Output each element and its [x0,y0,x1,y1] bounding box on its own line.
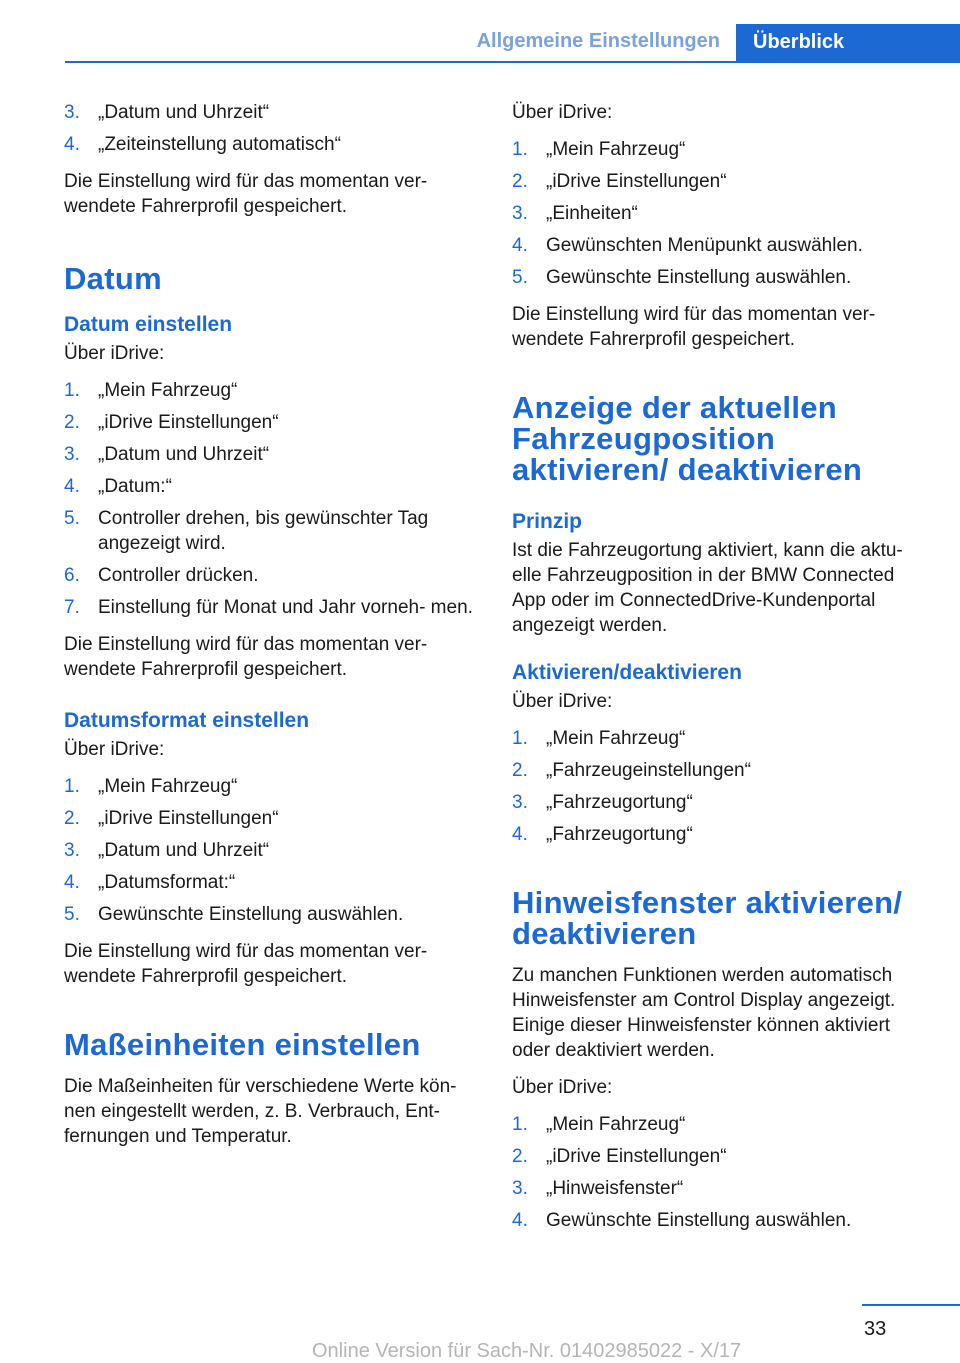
step-number: 2. [512,760,528,781]
step-text: „Datum und Uhrzeit“ [98,444,270,465]
list-item [64,838,476,863]
list-item [64,378,476,403]
step-text: Gewünschten Menüpunkt auswählen. [546,235,863,256]
list-item [64,563,476,588]
paragraph: Über iDrive: [64,739,165,760]
step-text: „iDrive Einstellungen“ [98,808,279,829]
step-text: Controller drücken. [98,565,259,586]
step-text: „Hinweisfenster“ [546,1178,684,1199]
step-number: 4. [64,872,80,893]
step-number: 3. [64,840,80,861]
paragraph: Die Maßeinheiten für verschiedene Werte kön‐ nen eingestellt werden, z. B. Verbrauch, Ent‐ fernungen und Temperatur. [64,1076,457,1147]
step-number: 4. [512,235,528,256]
list-item [64,902,476,927]
list-item [512,201,924,226]
step-number: 7. [64,597,80,618]
heading-datumsformat: Datumsformat einstellen [64,709,310,732]
paragraph: Über iDrive: [512,1077,613,1098]
heading-aktivieren: Aktivieren/deaktivieren [512,661,742,684]
step-number: 5. [512,267,528,288]
step-text: „iDrive Einstellungen“ [546,171,727,192]
list-item [64,442,476,467]
list-item [512,726,924,751]
list-item [64,100,476,125]
step-text: „Datum:“ [98,476,172,497]
list-item [512,169,924,194]
list-item [64,870,476,895]
step-text: Einstellung für Monat und Jahr vorneh‐ men. [98,597,473,618]
step-number: 5. [64,904,80,925]
step-text: „Einheiten“ [546,203,638,224]
step-number: 1. [512,139,528,160]
list-item [512,233,924,258]
list-item [512,822,924,847]
step-text: „Datumsformat:“ [98,872,236,893]
paragraph: Die Einstellung wird für das momentan ver‐ wendete Fahrerprofil gespeichert. [64,634,428,680]
heading-datum: Datum [64,261,162,296]
step-text: „Fahrzeugeinstellungen“ [546,760,751,781]
list-item [64,410,476,435]
step-text: Gewünschte Einstellung auswählen. [546,267,852,288]
step-number: 1. [64,380,80,401]
step-text: „Zeiteinstellung automatisch“ [98,134,341,155]
step-number: 3. [64,102,80,123]
list-item [512,1112,924,1137]
step-number: 2. [512,171,528,192]
paragraph: Die Einstellung wird für das momentan ver‐ wendete Fahrerprofil gespeichert. [64,941,428,987]
step-text: Gewünschte Einstellung auswählen. [98,904,404,925]
paragraph: Über iDrive: [512,691,613,712]
step-text: „Fahrzeugortung“ [546,792,693,813]
step-text: „Datum und Uhrzeit“ [98,102,270,123]
step-number: 4. [64,476,80,497]
left-column [64,100,476,1161]
list-item [64,506,476,556]
step-number: 1. [512,728,528,749]
step-text: „Mein Fahrzeug“ [546,139,686,160]
list-item [64,595,476,620]
page-number: 33 [864,1318,887,1340]
step-text: „iDrive Einstellungen“ [98,412,279,433]
step-text: „iDrive Einstellungen“ [546,1146,727,1167]
list-item [512,1144,924,1169]
list-item [512,265,924,290]
step-number: 4. [512,824,528,845]
heading-masseinheiten: Maßeinheiten einstellen [64,1027,421,1062]
datum-steps-list [64,378,476,620]
step-number: 2. [64,412,80,433]
paragraph: Zu manchen Funktionen werden automatisch Hinweisfenster am Control Display angezeigt. Einige dieser Hinweisfenster können aktiviert oder deaktiviert werden. [512,965,896,1061]
datumsformat-steps-list [64,774,476,927]
step-number: 2. [64,808,80,829]
top-steps-list [64,100,476,157]
paragraph: Die Einstellung wird für das momentan ver‐ wendete Fahrerprofil gespeichert. [512,304,876,350]
footer-rule [862,1304,960,1306]
header-rule [65,61,960,63]
heading-datum-einstellen: Datum einstellen [64,313,233,336]
hinweisfenster-steps-list [512,1112,924,1233]
list-item [512,1208,924,1233]
list-item [512,1176,924,1201]
step-number: 6. [64,565,80,586]
step-number: 1. [512,1114,528,1135]
footer-version-note: Online Version für Sach-Nr. 01402985022 - X/17 [312,1340,742,1362]
paragraph: Ist die Fahrzeugortung aktiviert, kann die aktu‐ elle Fahrzeugposition in der BMW Connected App oder im ConnectedDrive-Kundenportal angezeigt werden. [512,540,903,636]
step-number: 3. [512,203,528,224]
list-item [64,132,476,157]
list-item [64,806,476,831]
step-number: 2. [512,1146,528,1167]
paragraph: Über iDrive: [64,343,165,364]
step-number: 3. [64,444,80,465]
list-item [64,474,476,499]
heading-hinweisfenster: Hinweisfenster aktivieren/ deaktivieren [512,885,903,951]
step-number: 4. [64,134,80,155]
list-item [512,758,924,783]
list-item [64,774,476,799]
fahrzeugortung-steps-list [512,726,924,847]
step-text: „Mein Fahrzeug“ [98,776,238,797]
step-number: 3. [512,792,528,813]
step-text: Controller drehen, bis gewünschter Tag angezeigt wird. [98,508,429,554]
heading-prinzip: Prinzip [512,510,583,533]
step-text: „Mein Fahrzeug“ [546,728,686,749]
list-item [512,137,924,162]
step-number: 1. [64,776,80,797]
right-column [512,100,924,1245]
page-header [0,0,960,62]
step-text: „Fahrzeugortung“ [546,824,693,845]
step-number: 4. [512,1210,528,1231]
step-number: 3. [512,1178,528,1199]
paragraph: Die Einstellung wird für das momentan ver‐ wendete Fahrerprofil gespeichert. [64,171,428,217]
header-tab-ueberblick[interactable]: Überblick [736,24,960,62]
step-text: „Datum und Uhrzeit“ [98,840,270,861]
einheiten-steps-list [512,137,924,290]
paragraph: Über iDrive: [512,102,613,123]
step-text: Gewünschte Einstellung auswählen. [546,1210,852,1231]
step-number: 5. [64,508,80,529]
step-text: „Mein Fahrzeug“ [98,380,238,401]
step-text: „Mein Fahrzeug“ [546,1114,686,1135]
list-item [512,790,924,815]
heading-fahrzeugposition: Anzeige der aktuellen Fahrzeugposition aktivieren/ deaktivieren [512,390,863,487]
header-section-title: Allgemeine Einstellungen [476,30,720,52]
